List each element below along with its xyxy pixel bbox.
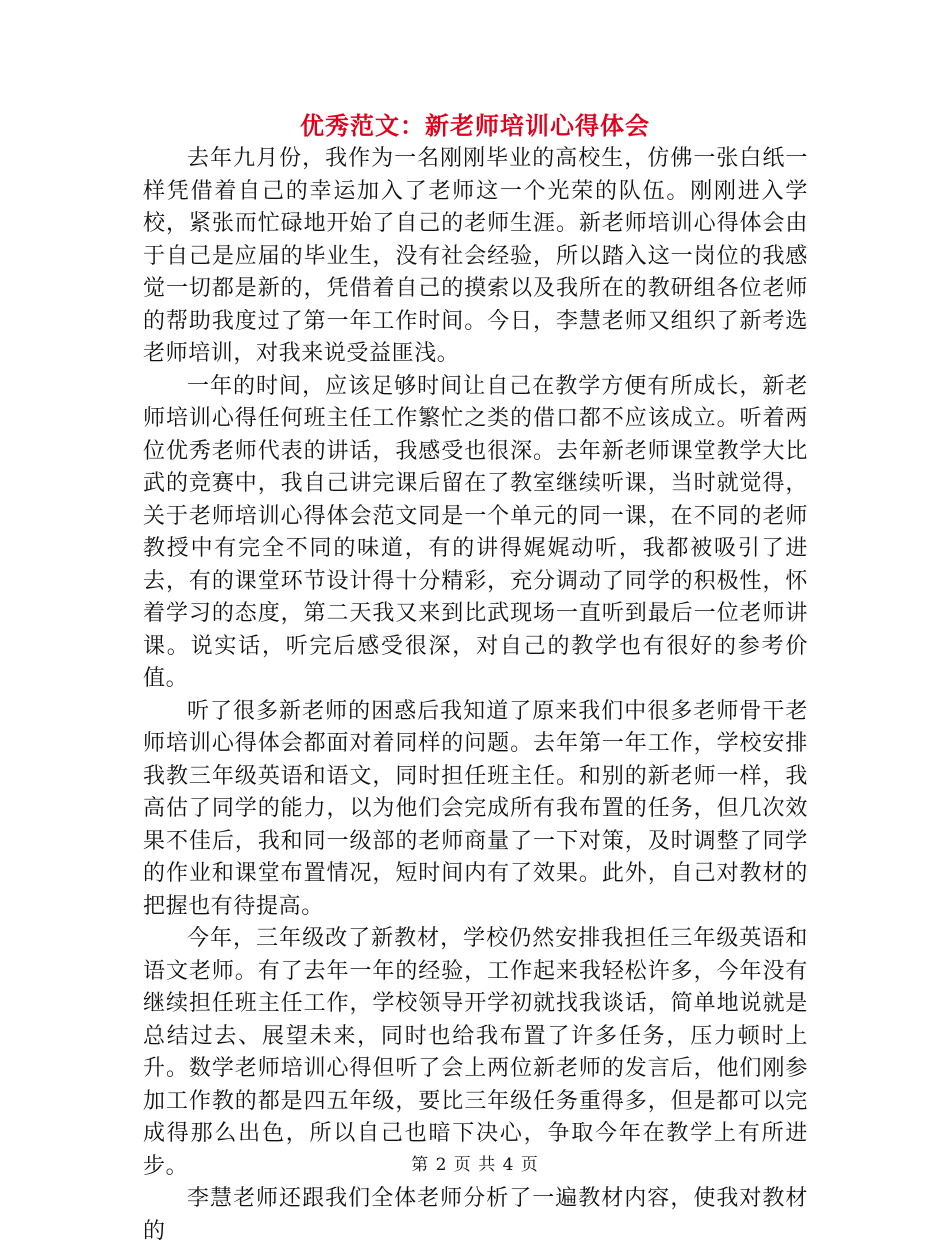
paragraph: 今年，三年级改了新教材，学校仍然安排我担任三年级英语和语文老师。有了去年一年的经验，工作起来我轻松许多，今年没有继续担任班主任工作，学校领导开学初就找我谈话，简单地说就是总结过去、展望未来，同时也给我布置了许多任务，压力顿时上升。数学老师培训心得但听了会上两位新老师的发言后，他们刚参加工作教的都是四五年级，要比三年级任务重得多，但是都可以完成得那么出色，所以自己也暗下决心，争取今年在教学上有所进步。 — [143, 926, 808, 1179]
document-body — [143, 143, 808, 1248]
paragraph: 一年的时间，应该足够时间让自己在教学方便有所成长，新老师培训心得任何班主任工作繁忙之类的借口都不应该成立。听着两位优秀老师代表的讲话，我感受也很深。去年新老师课堂教学大比武的竞赛中，我自己讲完课后留在了教室继续听课，当时就觉得，关于老师培训心得体会范文同是一个单元的同一课，在不同的老师教授中有完全不同的味道，有的讲得娓娓动听，我都被吸引了进去，有的课堂环节设计得十分精彩，充分调动了同学的积极性，怀着学习的态度，第二天我又来到比武现场一直听到最后一位老师讲课。说实话，听完后感受很深，对自己的教学也有很好的参考价值。 — [143, 373, 808, 691]
document-title: 优秀范文：新老师培训心得体会 — [300, 111, 650, 140]
page-number-footer: 第 2 页 共 4 页 — [411, 1155, 539, 1175]
paragraph: 听了很多新老师的困惑后我知道了原来我们中很多老师骨干老师培训心得体会都面对着同样的问题。去年第一年工作，学校安排我教三年级英语和语文，同时担任班主任。和别的新老师一样，我高估了同学的能力，以为他们会完成所有我布置的任务，但几次效果不佳后，我和同一级部的老师商量了一下对策，及时调整了同学的作业和课堂布置情况，短时间内有了效果。此外，自己对教材的把握也有待提高。 — [143, 698, 808, 919]
paragraph: 去年九月份，我作为一名刚刚毕业的高校生，仿佛一张白纸一样凭借着自己的幸运加入了老师这一个光荣的队伍。刚刚进入学校，紧张而忙碌地开始了自己的老师生涯。新老师培训心得体会由于自己是应届的毕业生，没有社会经验，所以踏入这一岗位的我感觉一切都是新的，凭借着自己的摸索以及我所在的教研组各位老师的帮助我度过了第一年工作时间。今日，李慧老师又组织了新考选老师培训，对我来说受益匪浅。 — [143, 146, 808, 366]
paragraph: 李慧老师还跟我们全体老师分析了一遍教材内容，使我对教材的 — [143, 1186, 808, 1244]
